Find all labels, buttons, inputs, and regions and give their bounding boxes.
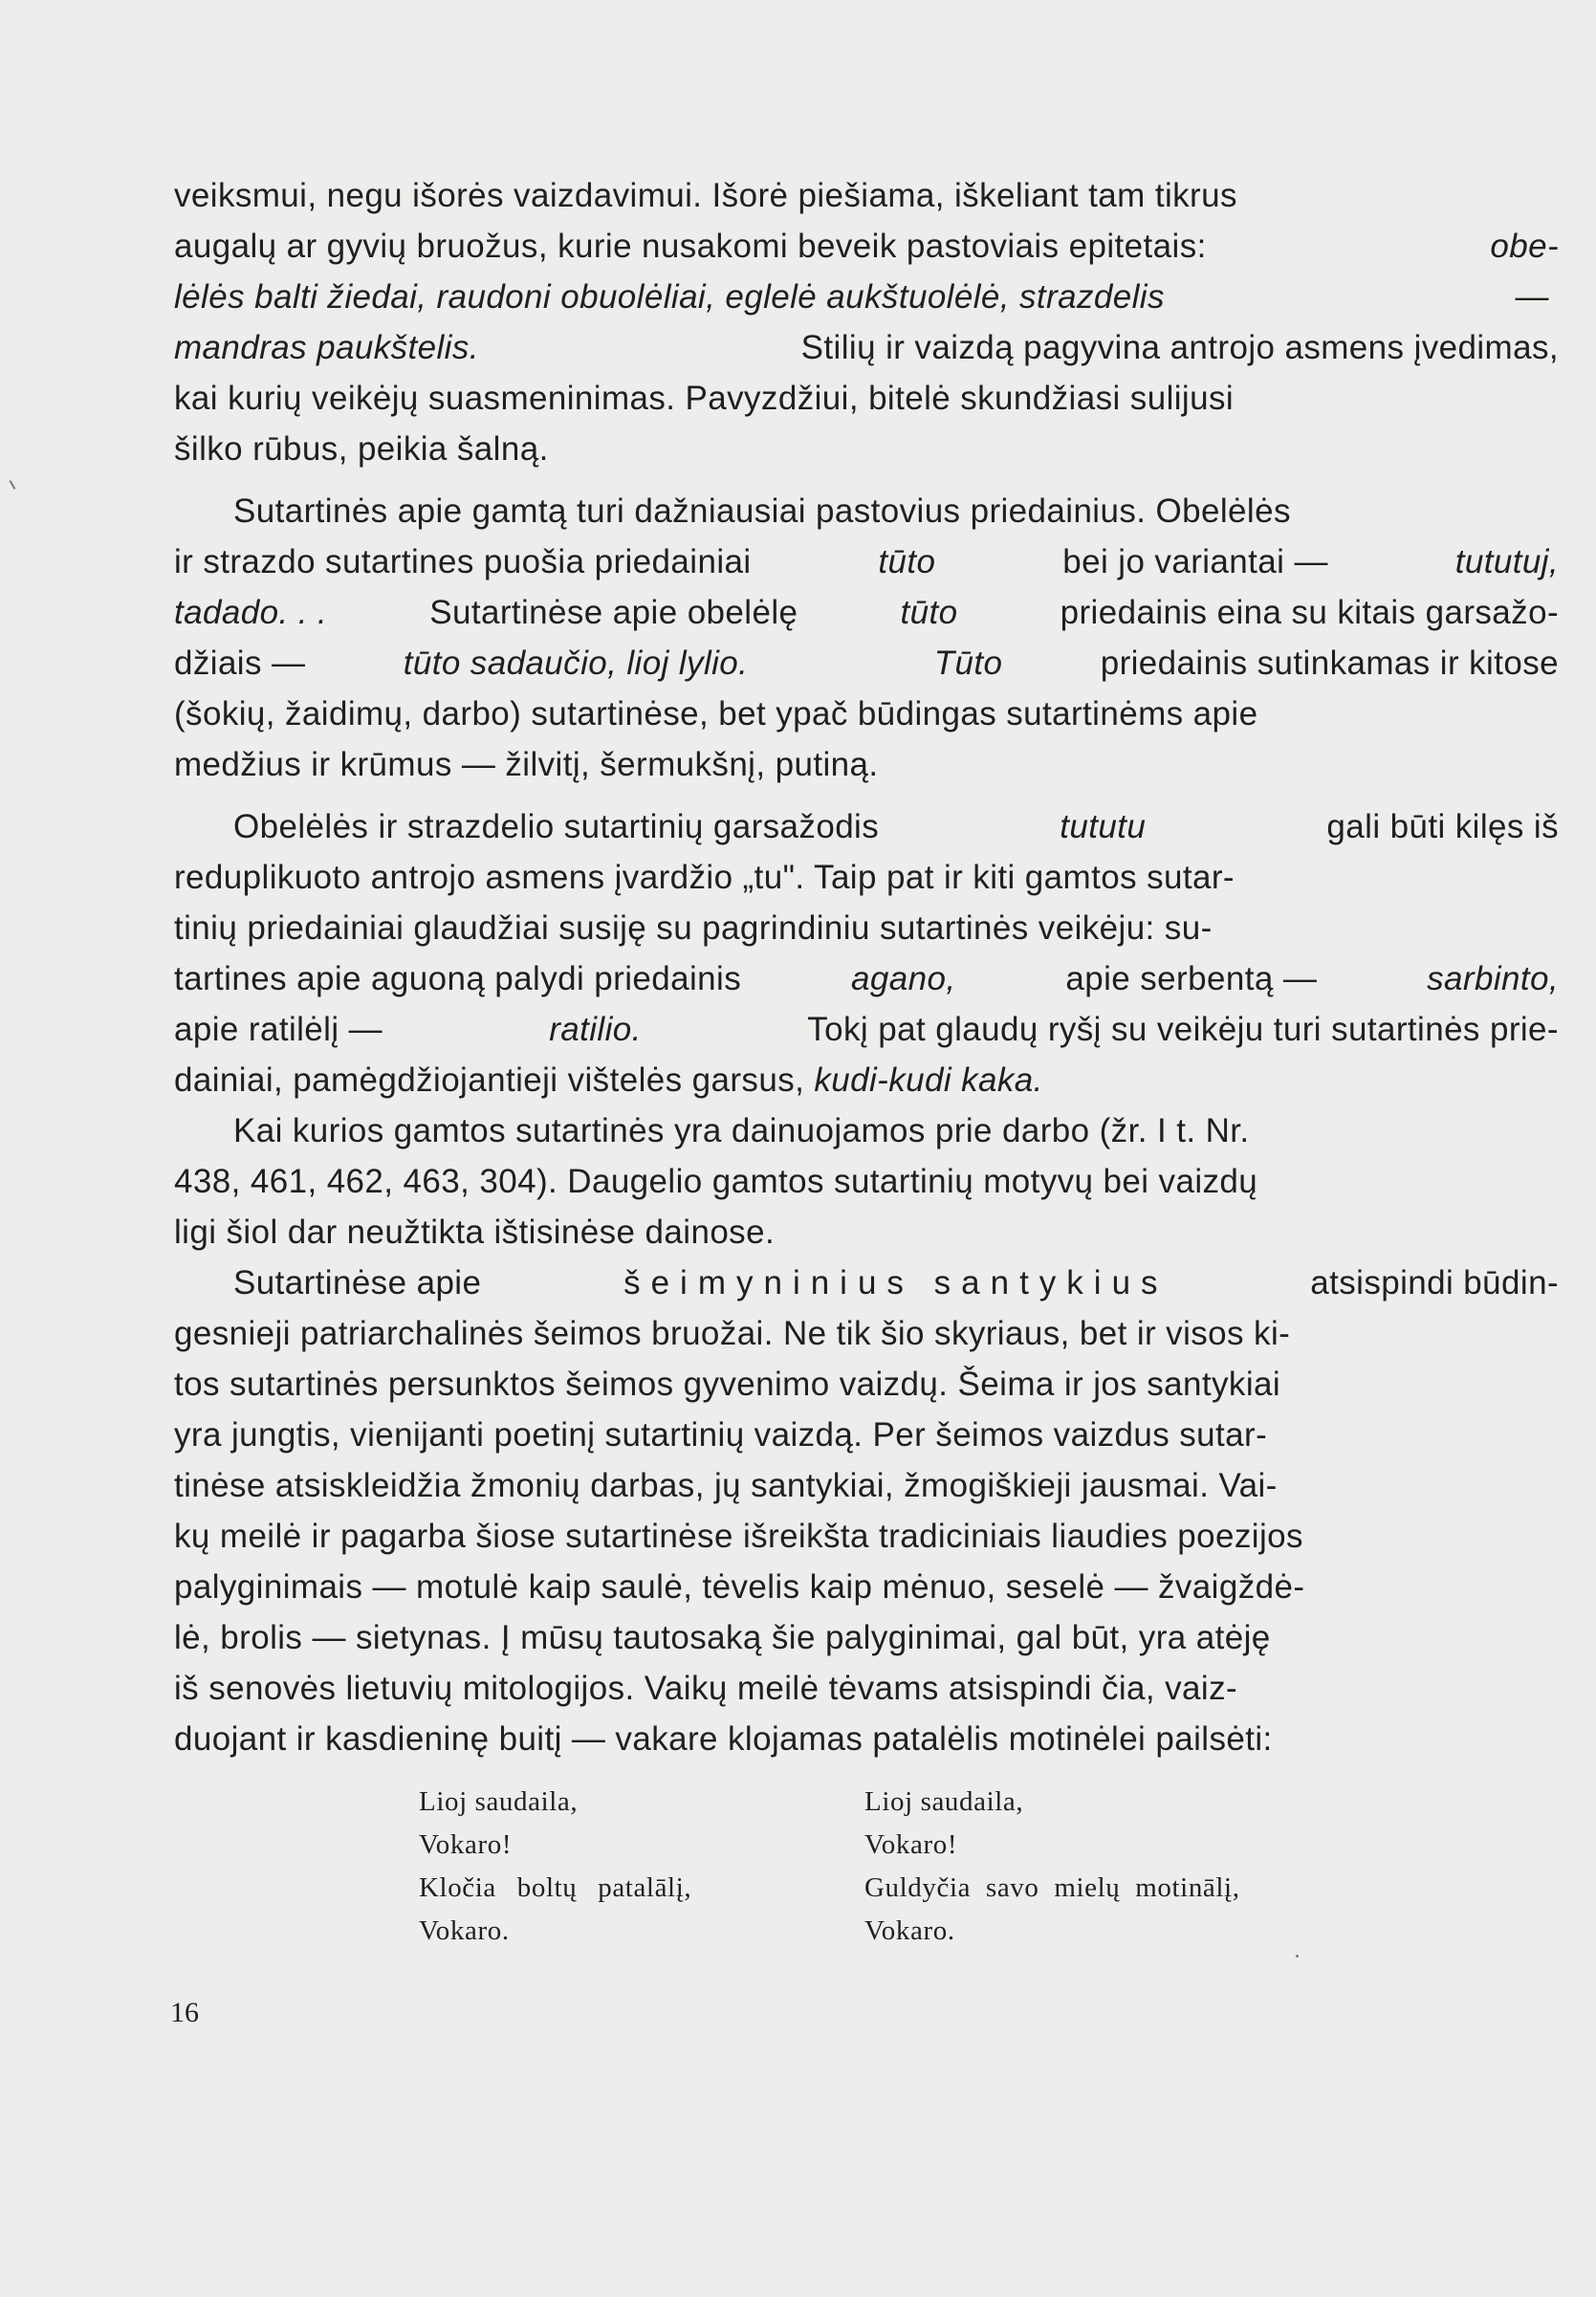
text-line: apie ratilėlį — ratilio. Tokį pat glaudų ryšį su veikėju turi sutartinės prie- [174, 1011, 1559, 1048]
text-line: tadado. . . Sutartinėse apie obelėlę tūto priedainis eina su kitais garsažo- [174, 594, 1559, 631]
verse-line: Kločia boltų patalālį, [419, 1872, 692, 1903]
text-line: Sutartinėse apie šeimyninius santykius atsispindi būdin- [174, 1258, 1559, 1308]
text-line: tos sutartinės persunktos šeimos gyvenimo vaizdų. Šeima ir jos santykiai [174, 1366, 1281, 1403]
text-line: Sutartinės apie gamtą turi dažniausiai pastovius priedainius. Obelėlės [233, 492, 1291, 530]
text-line: lė, brolis — sietynas. Į mūsų tautosaką šie palyginimai, gal būt, yra atėję [174, 1619, 1271, 1656]
verse-line: Lioj saudaila, [419, 1786, 579, 1817]
text-line: lėlės balti žiedai, raudoni obuolėliai, eglelė aukštuolėlė, strazdelis — [174, 278, 1559, 316]
text-line: kų meilė ir pagarba šiose sutartinėse išreikšta tradiciniais liaudies poezijos [174, 1518, 1303, 1555]
text-line: tinių priedainiai glaudžiai susiję su pagrindiniu sutartinės veikėju: su- [174, 909, 1213, 947]
text-line: kai kurių veikėjų suasmeninimas. Pavyzdžiui, bitelė skundžiasi sulijusi [174, 380, 1235, 417]
text-line: dainiai, pamėgdžiojantieji vištelės garsus, kudi-kudi kaka. [174, 1061, 1043, 1099]
text-line: medžius ir krūmus — žilvitį, šermukšnį, putiną. [174, 746, 879, 783]
verse-left [419, 1781, 691, 1953]
text-line: augalų ar gyvių bruožus, kurie nusakomi beveik pastoviais epitetais: obe- [174, 228, 1559, 265]
text-line: palyginimais — motulė kaip saulė, tėvelis kaip mėnuo, seselė — žvaigždė- [174, 1568, 1305, 1606]
verse-line: Vokaro! [419, 1829, 513, 1860]
verse-line: Vokaro. [864, 1915, 955, 1946]
text-line: mandras paukštelis. Stilių ir vaizdą pagyvina antrojo asmens įvedimas, [174, 329, 1559, 366]
text-line: tinėse atsiskleidžia žmonių darbas, jų santykiai, žmogiškieji jausmai. Vai- [174, 1467, 1278, 1504]
page-number: 16 [170, 1997, 199, 2028]
verse-right [864, 1781, 1240, 1953]
verse-line: Vokaro. [419, 1915, 510, 1946]
text-line: tartines apie aguoną palydi priedainis agano, apie serbentą — sarbinto, [174, 960, 1559, 997]
text-line: gesnieji patriarchalinės šeimos bruožai. Ne tik šio skyriaus, bet ir visos ki- [174, 1315, 1291, 1352]
text-line: yra jungtis, vienijanti poetinį sutartinių vaizdą. Per šeimos vaizdus sutar- [174, 1416, 1268, 1454]
text-line: Kai kurios gamtos sutartinės yra dainuojamos prie darbo (žr. I t. Nr. [233, 1112, 1250, 1149]
text-line: (šokių, žaidimų, darbo) sutartinėse, bet ypač būdingas sutartinėms apie [174, 695, 1258, 733]
verse-line: Vokaro! [864, 1829, 958, 1860]
text-line: veiksmui, negu išorės vaizdavimui. Išorė piešiama, iškeliant tam tikrus [174, 177, 1237, 214]
text-line: duojant ir kasdieninę buitį — vakare klojamas patalėlis motinėlei pailsėti: [174, 1720, 1273, 1758]
text-line: ir strazdo sutartines puošia priedainiai tūto bei jo variantai — tututuj, [174, 543, 1559, 580]
text-line: šilko rūbus, peikia šalną. [174, 430, 549, 468]
scan-speck [1296, 1955, 1299, 1958]
text-line: iš senovės lietuvių mitologijos. Vaikų meilė tėvams atsispindi čia, vaiz- [174, 1670, 1238, 1707]
text-line: ligi šiol dar neužtikta ištisinėse dainose. [174, 1214, 776, 1251]
scan-speck [10, 480, 16, 490]
text-line: Obelėlės ir strazdelio sutartinių garsažodis tututu gali būti kilęs iš [233, 808, 1559, 845]
text-line: džiais — tūto sadaučio, lioj lylio. Tūto priedainis sutinkamas ir kitose [174, 645, 1559, 682]
text-line: reduplikuoto antrojo asmens įvardžio „tu". Taip pat ir kiti gamtos sutar- [174, 859, 1235, 896]
spaced-emphasis: šeimyninius santykius [623, 1264, 1169, 1302]
verse-line: Guldyčia savo mielų motinālį, [864, 1872, 1240, 1903]
body-text [174, 170, 1559, 1764]
text-line: 438, 461, 462, 463, 304). Daugelio gamtos sutartinių motyvų bei vaizdų [174, 1163, 1258, 1200]
verse-line: Lioj saudaila, [864, 1786, 1024, 1817]
